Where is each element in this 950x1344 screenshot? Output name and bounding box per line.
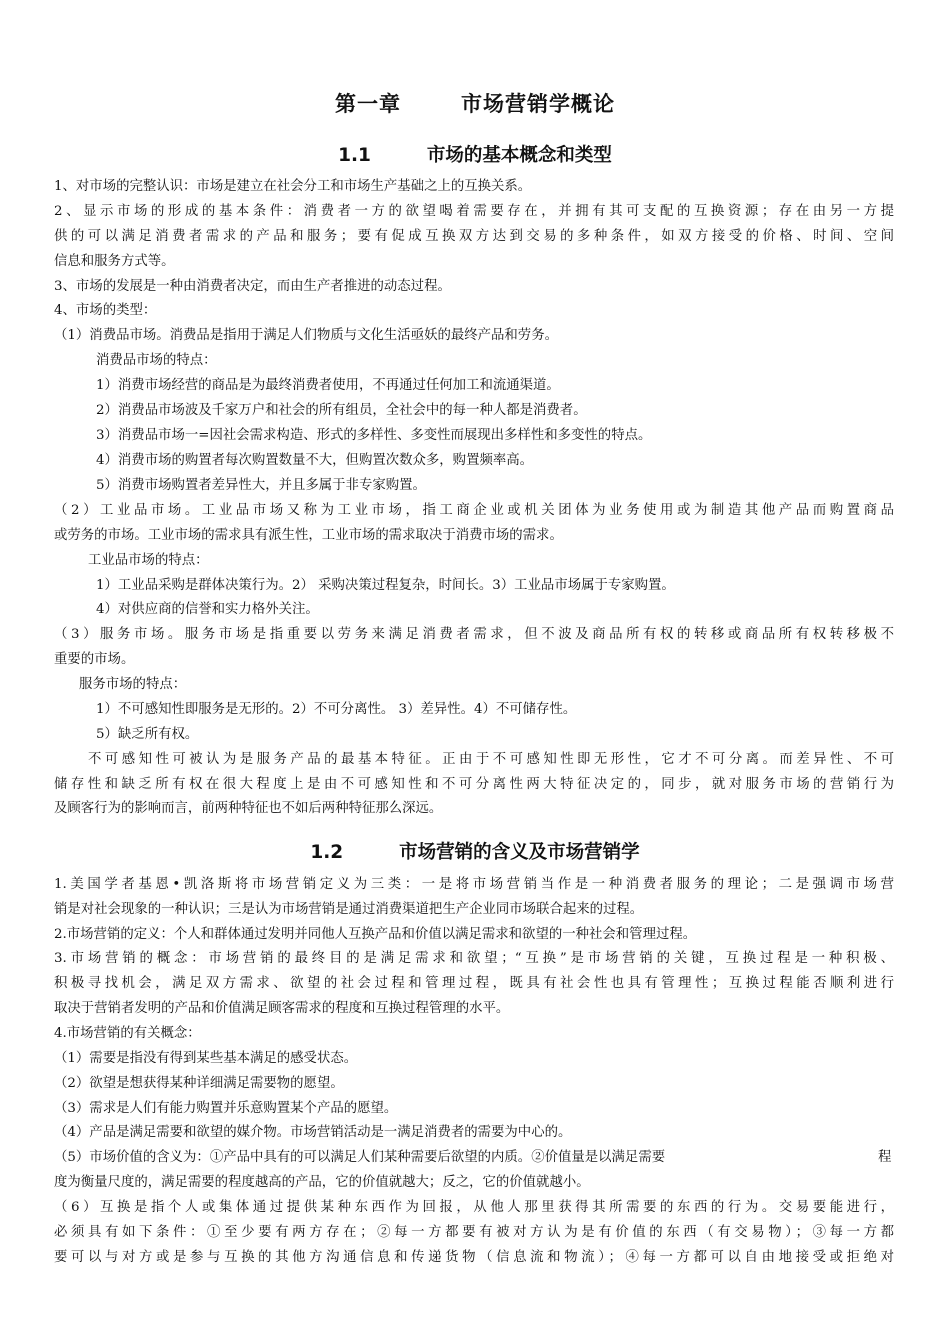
paragraph-line: 4、市场的类型： [54, 303, 157, 318]
list-item: 2）消费品市场波及千家万户和社会的所有组员，全社会中的每一种人都是消费者。 [96, 403, 587, 418]
paragraph-line: 重要的市场。 [54, 652, 135, 667]
list-item: （2）欲望是想获得某种详细满足需要物的愿望。 [54, 1076, 344, 1091]
paragraph-line-fragment: 程 [878, 1150, 892, 1165]
list-item: （5）市场价值的含义为：①产品中具有的可以满足人们某种需要后欲望的内质。②价值量是以满足需要 [54, 1150, 666, 1165]
list-item: （3）需求是人们有能力购置并乐意购置某个产品的愿望。 [54, 1101, 398, 1116]
section-heading [0, 141, 950, 167]
paragraph-line: 3、市场的发展是一种由消费者决定，而由生产者推进的动态过程。 [54, 279, 451, 294]
paragraph-line: 供的可以满足消费者需求的产品和服务；要有促成互换双方达到交易的多种条件，如双方接受的价格、时间、空间 [54, 229, 894, 244]
list-item: 5）消费市场购置者差异性大，并且多属于非专家购置。 [96, 478, 426, 493]
paragraph-line: 不可感知性可被认为是服务产品的最基本特征。正由于不可感知性即无形性，它才不可分离。而差异性、不可 [88, 752, 894, 767]
paragraph-line: 及顾客行为的影响而言，前两种特征也不如后两种特征那么深远。 [54, 801, 443, 816]
section-title: 市场营销的含义及市场营销学 [399, 842, 640, 863]
paragraph-line: 信息和服务方式等。 [54, 254, 175, 269]
paragraph-line: 工业品市场的特点： [88, 553, 209, 568]
paragraph-line: 消费品市场的特点： [96, 353, 217, 368]
chapter-heading [0, 88, 950, 118]
paragraph-line: 2.市场营销的定义：个人和群体通过发明并同他人互换产品和价值以满足需求和欲望的一种社会和管理过程。 [54, 927, 697, 942]
list-item: 4）消费市场的购置者每次购置数量不大，但购置次数众多，购置频率高。 [96, 453, 534, 468]
section-number: 1.2 [310, 842, 344, 863]
chapter-number: 第一章 [335, 92, 401, 116]
list-item: （6）互换是指个人或集体通过提供某种东西作为回报，从他人那里获得其所需要的东西的行为。交易要能进行， [54, 1200, 894, 1215]
paragraph-line: 销是对社会现象的一种认识；三是认为市场营销是通过消费渠道把生产企业同市场联合起来的过程。 [54, 902, 644, 917]
list-item: （1）需要是指没有得到某些基本满足的感受状态。 [54, 1051, 358, 1066]
section-number: 1.1 [338, 145, 371, 166]
paragraph-line: （2）工业品市场。工业品市场又称为工业市场，指工商企业或机关团体为业务使用或为制造其他产品而购置商品 [54, 503, 894, 518]
paragraph-line: 或劳务的市场。工业市场的需求具有派生性，工业市场的需求取决于消费市场的需求。 [54, 528, 563, 543]
paragraph-line: 要可以与对方或是参与互换的其他方沟通信息和传递货物（信息流和物流）；④每一方都可以自由地接受或拒绝对 [54, 1250, 894, 1265]
list-item: 1）不可感知性即服务是无形的。2）不可分离性。 3）差异性。4）不可储存性。 [96, 702, 577, 717]
paragraph-line: 4.市场营销的有关概念： [54, 1026, 201, 1041]
paragraph-line: 必须具有如下条件：①至少要有两方存在；②每一方都要有被对方认为是有价值的东西（有交易物）；③每一方都 [54, 1225, 894, 1240]
paragraph-line: 取决于营销者发明的产品和价值满足顾客需求的程度和互换过程管理的水平。 [54, 1001, 510, 1016]
paragraph-line: 积极寻找机会，满足双方需求、欲望的社会过程和管理过程，既具有社会性也具有管理性；互换过程能否顺利进行 [54, 976, 894, 991]
list-item: 4）对供应商的信誉和实力格外关注。 [96, 602, 319, 617]
paragraph-line: 服务市场的特点： [79, 677, 187, 692]
list-item: 5）缺乏所有权。 [96, 727, 199, 742]
section-title: 市场的基本概念和类型 [426, 145, 612, 166]
list-item: 1）消费市场经营的商品是为最终消费者使用，不再通过任何加工和流通渠道。 [96, 378, 560, 393]
paragraph-line: 度为衡量尺度的，满足需要的程度越高的产品，它的价值就越大；反之，它的价值就越小。 [54, 1175, 590, 1190]
paragraph-line: 1、对市场的完整认识：市场是建立在社会分工和市场生产基础之上的互换关系。 [54, 179, 532, 194]
paragraph-line: 储存性和缺乏所有权在很大程度上是由不可感知性和不可分离性两大特征决定的，同步，就对服务市场的营销行为 [54, 777, 894, 792]
list-item: （4）产品是满足需要和欲望的媒介物。市场营销活动是一满足消费者的需要为中心的。 [54, 1125, 572, 1140]
paragraph-line: 2、显示市场的形成的基本条件：消费者一方的欲望喝着需要存在，并拥有其可支配的互换资源；存在由另一方提 [54, 204, 894, 219]
paragraph-line: （1）消费品市场。消费品是指用于满足人们物质与文化生活亟妖的最终产品和劳务。 [54, 328, 558, 343]
paragraph-line: 1.美国学者基恩•凯洛斯将市场营销定义为三类：一是将市场营销当作是一种消费者服务的理论；二是强调市场营 [54, 877, 894, 892]
list-item: 3）消费品市场一=因社会需求构造、形式的多样性、多变性而展现出多样性和多变性的特点。 [96, 428, 652, 443]
list-item: 1）工业品采购是群体决策行为。2） 采购决策过程复杂，时间长。3）工业品市场属于专家购置。 [96, 578, 675, 593]
chapter-title: 市场营销学概论 [461, 92, 615, 116]
paragraph-line: （3）服务市场。服务市场是指重要以劳务来满足消费者需求，但不波及商品所有权的转移或商品所有权转移极不 [54, 627, 894, 642]
paragraph-line: 3.市场营销的概念：市场营销的最终目的是满足需求和欲望；“互换”是市场营销的关键，互换过程是一种积极、 [54, 951, 894, 966]
section-heading [0, 838, 950, 864]
